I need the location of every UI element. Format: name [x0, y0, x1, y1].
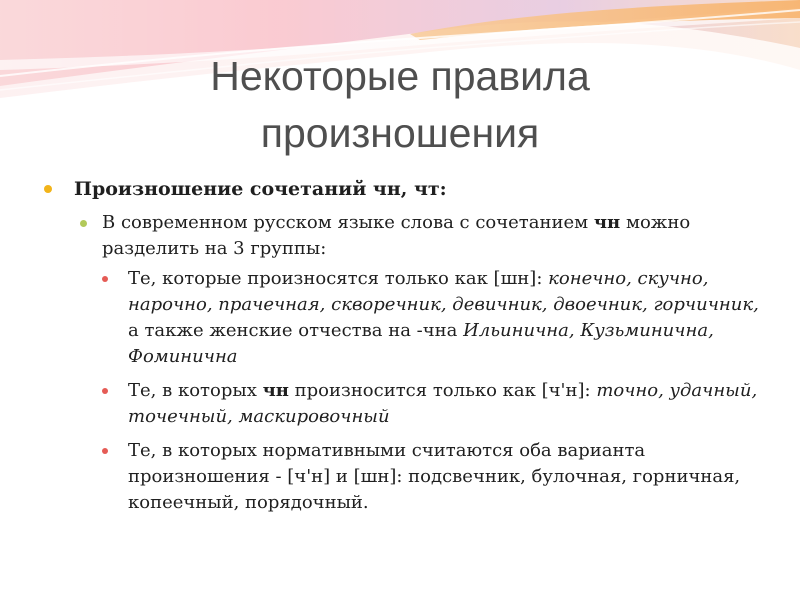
group-2-examples: точно, удачный, точечный, маскировочный	[128, 380, 758, 427]
level1-text: Произношение сочетаний чн, чт:	[74, 178, 447, 200]
group-item-3	[102, 438, 764, 516]
group-1-examples: конечно, скучно, нарочно, прачечная, скворечник, девичник, двоечник, горчичник,	[128, 268, 759, 315]
group-2-intro-part2: произносится только как [ч'н]:	[288, 380, 597, 401]
bullet-level2	[80, 210, 764, 262]
bullet-icon	[102, 388, 108, 394]
slide-title	[0, 48, 800, 162]
bullet-icon	[44, 185, 52, 193]
group-1-intro: Те, которые произносятся только как [шн]:	[128, 268, 549, 289]
slide-title-line-2: произношения	[260, 110, 540, 156]
group-1-patronymics: Ильинична, Кузьминична, Фоминична	[128, 320, 714, 367]
level2-text-part1: В современном русском языке слова с сочетанием	[102, 212, 594, 233]
content-area	[44, 176, 764, 524]
bullet-icon	[80, 220, 87, 227]
slide-title-line-1: Некоторые правила	[210, 53, 590, 99]
group-item-1	[102, 266, 764, 370]
group-2-intro-part1: Те, в которых	[128, 380, 263, 401]
bullet-icon	[102, 276, 108, 282]
group-2-bold-word: чн	[262, 380, 289, 401]
group-1-middle: а также женские отчества на -чна	[128, 320, 464, 341]
level2-text-part2: можно разделить на 3 группы:	[102, 212, 691, 259]
level2-bold-word: чн	[593, 212, 621, 233]
bullet-icon	[102, 448, 108, 454]
group-3-text: Те, в которых нормативными считаются оба варианта произношения - [ч'н] и [шн]: подсвечник, булочная, горничная, копеечный, порядочный.	[128, 440, 741, 513]
group-item-2	[102, 378, 764, 430]
bullet-level1	[44, 176, 764, 202]
